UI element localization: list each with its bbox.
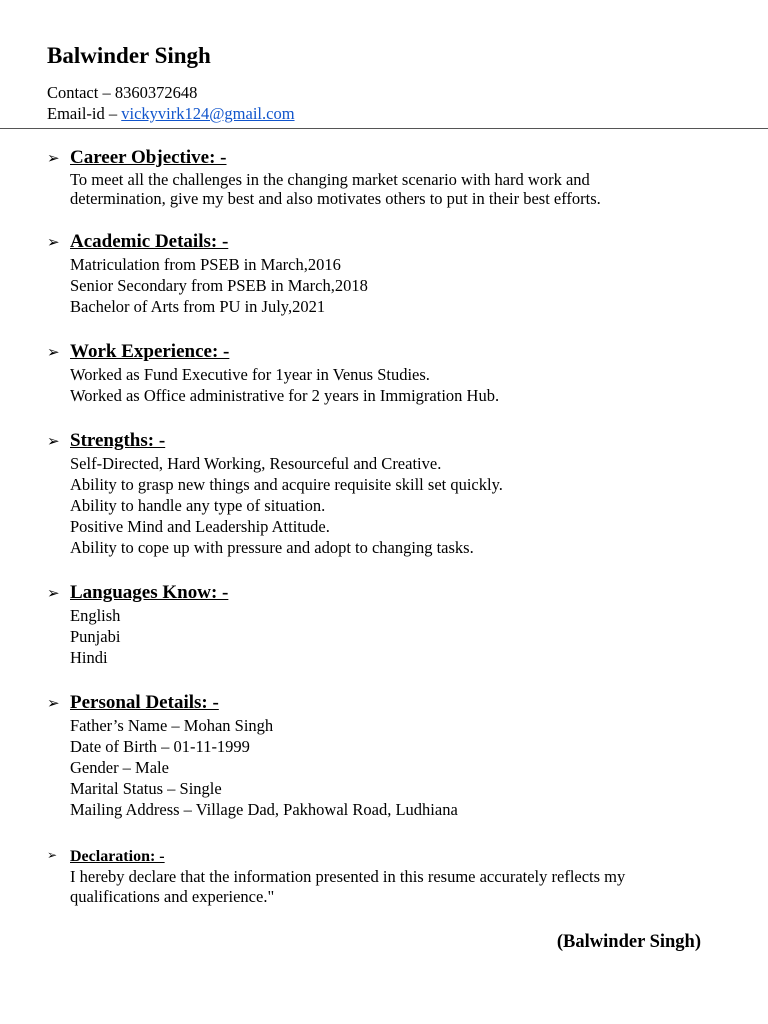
section-header xyxy=(47,230,727,254)
list-item: Marital Status – Single xyxy=(70,779,222,798)
section-body xyxy=(70,867,727,907)
list-item: English xyxy=(70,606,121,625)
section-personal-details xyxy=(47,691,727,820)
declaration-text: I hereby declare that the information presented in this resume accurately reflects my qualifications and experience." xyxy=(70,867,626,906)
header-divider xyxy=(0,128,768,129)
arrow-bullet-icon: ➢ xyxy=(47,149,60,167)
section-heading: Academic Details: - xyxy=(70,231,229,252)
list-item: Self-Directed, Hard Working, Resourceful and Creative. xyxy=(70,454,442,473)
arrow-bullet-icon: ➢ xyxy=(47,584,60,602)
list-item: Gender – Male xyxy=(70,758,169,777)
email-label: Email-id – xyxy=(47,104,122,123)
section-languages xyxy=(47,581,727,668)
section-heading: Personal Details: - xyxy=(70,692,219,713)
contact-email-line xyxy=(47,103,295,124)
section-body xyxy=(70,254,727,317)
signature: (Balwinder Singh) xyxy=(556,932,701,952)
list-item: Worked as Office administrative for 2 years in Immigration Hub. xyxy=(70,386,500,405)
section-header xyxy=(47,581,727,605)
list-item: Senior Secondary from PSEB in March,2018 xyxy=(70,276,368,295)
arrow-bullet-icon: ➢ xyxy=(47,233,60,251)
list-item: Ability to grasp new things and acquire requisite skill set quickly. xyxy=(70,475,503,494)
career-objective-text: To meet all the challenges in the changing market scenario with hard work and determination, give my best and also motivates others to put in their best efforts. xyxy=(70,170,601,208)
section-body xyxy=(70,715,727,820)
section-body xyxy=(70,364,727,406)
section-header xyxy=(47,340,727,364)
section-strengths xyxy=(47,429,727,558)
section-academic-details xyxy=(47,230,727,317)
section-header xyxy=(47,429,727,453)
list-item: Punjabi xyxy=(70,627,121,646)
list-item: Positive Mind and Leadership Attitude. xyxy=(70,517,330,536)
arrow-bullet-icon: ➢ xyxy=(47,343,60,361)
email-link[interactable]: vickyvirk124@gmail.com xyxy=(121,104,295,123)
section-heading: Work Experience: - xyxy=(70,341,230,362)
section-heading: Career Objective: - xyxy=(70,147,227,168)
candidate-name: Balwinder Singh xyxy=(47,43,211,68)
section-header xyxy=(47,691,727,715)
list-item: Date of Birth – 01-11-1999 xyxy=(70,737,250,756)
list-item: Father’s Name – Mohan Singh xyxy=(70,716,274,735)
list-item: Hindi xyxy=(70,648,108,667)
list-item: Matriculation from PSEB in March,2016 xyxy=(70,255,341,274)
section-header xyxy=(47,146,727,170)
arrow-bullet-icon: ➢ xyxy=(47,432,60,450)
list-item: Mailing Address – Village Dad, Pakhowal Road, Ludhiana xyxy=(70,800,458,819)
section-heading: Strengths: - xyxy=(70,430,166,451)
section-body xyxy=(70,453,727,558)
section-heading: Languages Know: - xyxy=(70,582,229,603)
section-declaration xyxy=(47,843,727,907)
arrow-bullet-icon: ➢ xyxy=(47,694,60,712)
section-body xyxy=(70,605,727,668)
section-career-objective xyxy=(47,146,727,208)
list-item: Ability to handle any type of situation. xyxy=(70,496,326,515)
list-item: Worked as Fund Executive for 1year in Venus Studies. xyxy=(70,365,430,384)
section-work-experience xyxy=(47,340,727,406)
list-item: Ability to cope up with pressure and adopt to changing tasks. xyxy=(70,538,474,557)
list-item: Bachelor of Arts from PU in July,2021 xyxy=(70,297,326,316)
arrow-bullet-icon: ➢ xyxy=(47,848,58,862)
contact-phone: Contact – 8360372648 xyxy=(47,83,198,102)
section-header xyxy=(47,843,727,867)
section-heading: Declaration: - xyxy=(70,848,165,865)
section-body xyxy=(70,170,727,208)
